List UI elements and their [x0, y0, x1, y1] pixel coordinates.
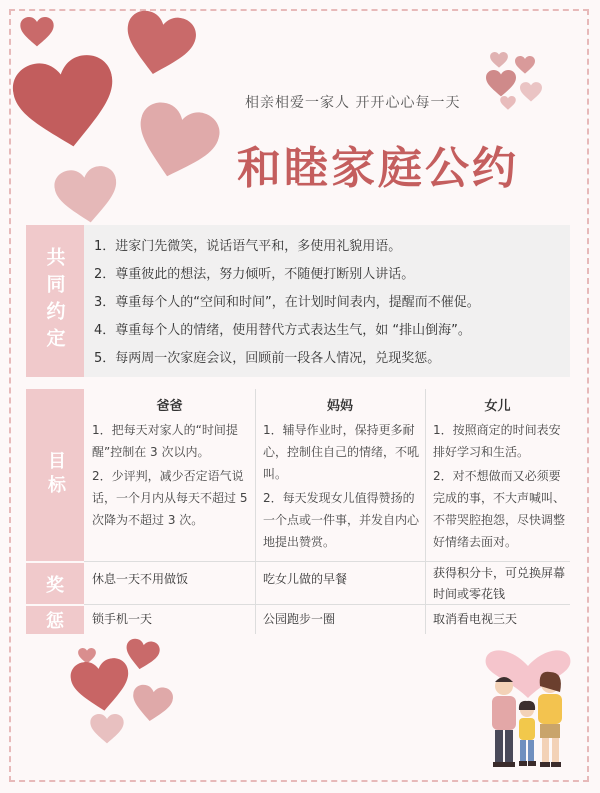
goals-label-box	[26, 389, 84, 561]
heart-icon	[69, 656, 134, 716]
dad-goals	[84, 419, 255, 533]
goals-label: 目标	[45, 451, 66, 499]
goal-item: 1．按照商定的时间表安排好学习和生活。	[433, 423, 561, 459]
reward-mom: 吃女儿做的早餐	[263, 572, 348, 586]
heart-icon	[130, 683, 175, 724]
heart-icon	[9, 50, 123, 158]
heart-icon	[520, 82, 542, 102]
goals-table	[26, 389, 570, 634]
convention-list	[84, 225, 570, 377]
convention-label: 共同约定	[43, 247, 66, 355]
goal-item: 1．辅导作业时，保持更多耐心，控制住自己的情绪，不吼叫。	[263, 423, 420, 481]
punish-label-box	[26, 606, 84, 634]
daughter-goals	[425, 419, 570, 555]
goal-item: 2．每天发现女儿值得赞扬的一个点或一件事，并发自内心地提出赞赏。	[263, 491, 420, 549]
heart-icon	[486, 70, 516, 97]
heart-icon	[90, 714, 124, 744]
list-item: 5．每两周一次家庭会议，回顾前一段各人情况，兑现奖惩。	[94, 351, 441, 366]
punish-label: 惩	[46, 611, 64, 632]
goal-item: 2．对不想做而又必须要完成的事，不大声喊叫、不带哭腔抱怨，尽快调整好情绪去面对。	[433, 469, 566, 549]
column-header-dad: 爸爸	[156, 399, 183, 414]
reward-label-box	[26, 563, 84, 604]
heart-icon	[515, 56, 535, 74]
reward-daughter: 获得积分卡，可兑换屏幕时间或零花钱	[433, 566, 566, 601]
heart-icon	[500, 96, 516, 110]
reward-dad: 休息一天不用做饭	[92, 572, 189, 586]
punish-daughter: 取消看电视三天	[433, 612, 518, 626]
column-header-daughter: 女儿	[484, 399, 511, 414]
convention-section	[26, 225, 570, 377]
list-item: 1．进家门先微笑，说话语气平和，多使用礼貌用语。	[94, 239, 402, 254]
page-title: 和睦家庭公约	[237, 143, 519, 194]
page-subtitle: 相亲相爱一家人 开开心心每一天	[245, 95, 461, 111]
heart-icon	[20, 17, 54, 47]
mom-goals	[255, 419, 425, 555]
list-item: 2．尊重彼此的想法，努力倾听，不随便打断别人讲话。	[94, 267, 415, 282]
family-illustration	[478, 648, 578, 773]
heart-icon	[52, 164, 121, 228]
column-header-mom: 妈妈	[326, 399, 353, 414]
goal-item: 2．少评判，减少否定语气说话，一个月内从每天不超过 5 次降为不超过 3 次。	[92, 469, 248, 527]
punish-dad: 锁手机一天	[92, 612, 153, 626]
reward-label: 奖	[46, 574, 64, 596]
divider	[84, 561, 570, 562]
list-item: 4．尊重每个人的情绪，使用替代方式表达生气，如 “排山倒海”。	[94, 323, 471, 338]
goal-item: 1．把每天对家人的“时间提醒”控制在 3 次以内。	[92, 423, 238, 459]
heart-icon	[123, 637, 162, 672]
convention-label-box	[26, 225, 84, 377]
list-item: 3．尊重每个人的“空间和时间”，在计划时间表内，提醒而不催促。	[94, 295, 480, 310]
heart-icon	[490, 52, 508, 68]
punish-mom: 公园跑步一圈	[263, 612, 336, 626]
